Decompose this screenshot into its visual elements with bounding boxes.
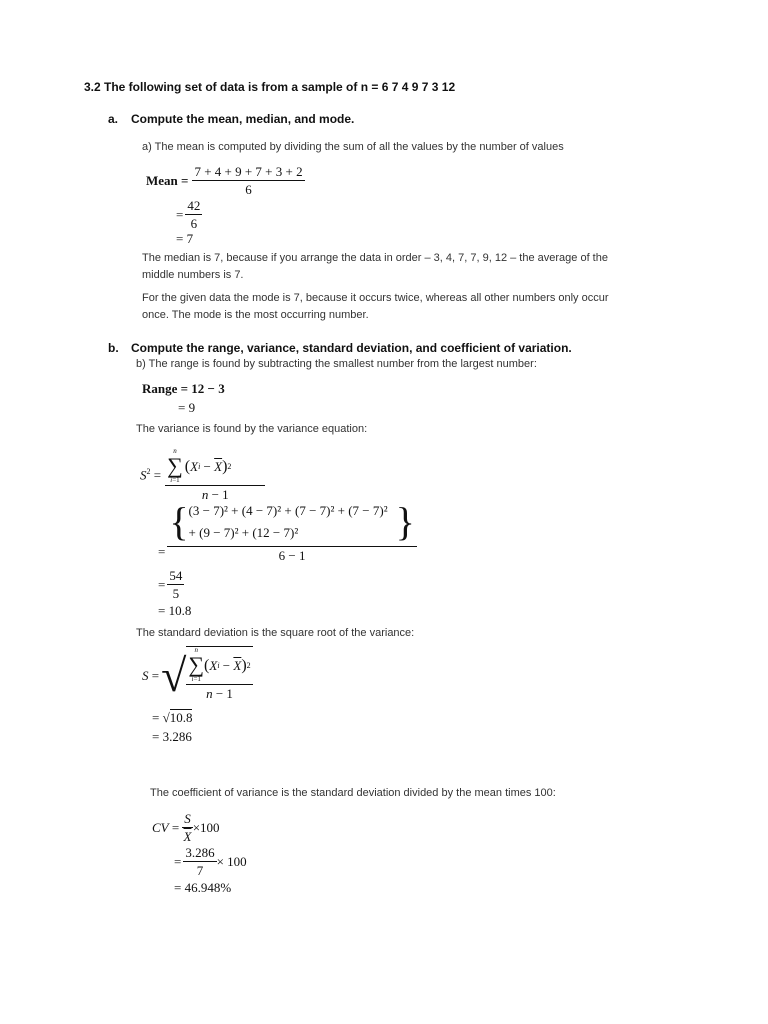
- mean-step-2-num: 42: [187, 198, 201, 213]
- variance-expanded: = { (3 − 7)² + (4 − 7)² + (7 − 7)² + (7 − 7)² + (9 − 7)² + (12 − 7)² } 6 − 1: [158, 499, 415, 563]
- median-text-1: The median is 7, because if you arrange the data in order – 3, 4, 7, 7, 9, 12 – the average of the: [142, 252, 608, 264]
- cv-step: = $\frac{3.286}{7}$ × 100: [174, 845, 247, 878]
- variance-intro: The variance is found by the variance equation:: [136, 423, 368, 435]
- cv-formula: CV = $\frac{S}{X}$ ×100: [152, 811, 220, 844]
- mean-denominator: 6: [245, 182, 252, 197]
- mean-result: = 7: [176, 231, 194, 246]
- mean-step-2: = $\frac{42}{6}$: [176, 198, 201, 231]
- mean-intro: a) The mean is computed by dividing the sum of all the values by the number of values: [142, 141, 564, 153]
- mode-text-2: once. The mode is the most occurring number.: [142, 309, 369, 321]
- std-result: = 3.286: [152, 729, 192, 744]
- mean-step-2-den: 6: [190, 216, 198, 231]
- variance-result: = 10.8: [158, 603, 192, 618]
- std-sqrt-step: = √ 10.8: [152, 709, 193, 725]
- std-sqrt-value: 10.8: [169, 710, 193, 725]
- variance-row-2: + (9 − 7)² + (12 − 7)²: [188, 525, 299, 540]
- variance-step-num: 54: [169, 568, 183, 583]
- mean-fraction: [192, 164, 304, 197]
- cv-step-num: 3.286: [185, 845, 215, 860]
- problem-title: 3.2 The following set of data is from a sample of n = 6 7 4 9 7 3 12: [84, 80, 456, 94]
- std-intro: The standard deviation is the square root of the variance:: [136, 627, 415, 639]
- mean-label: Mean =: [146, 172, 189, 188]
- median-text-2: middle numbers is 7.: [142, 269, 244, 281]
- part-b-heading: Compute the range, variance, standard deviation, and coefficient of variation.: [131, 341, 572, 355]
- mean-numerator: 7 + 4 + 9 + 7 + 3 + 2: [194, 164, 303, 179]
- variance-step-den: 5: [172, 586, 180, 601]
- range-intro: b) The range is found by subtracting the smallest number from the largest number:: [136, 358, 537, 370]
- cv-times: × 100: [216, 853, 247, 869]
- mean-formula: [146, 164, 305, 197]
- variance-step: = $\frac{54}{5}$: [158, 568, 183, 601]
- variance-denominator: 6 − 1: [278, 548, 306, 563]
- cv-intro: The coefficient of variance is the standard deviation divided by the mean times 100:: [150, 787, 556, 799]
- variance-row-1: (3 − 7)² + (4 − 7)² + (7 − 7)² + (7 − 7)²: [188, 503, 388, 518]
- part-a-label: a.: [108, 112, 119, 126]
- cv-step-den: 7: [196, 863, 204, 878]
- range-result: = 9: [178, 400, 196, 415]
- variance-formula: $S^2$ = n ∑ i=1 ( X i − $\overline{X}$ ) 2 n − 1: [140, 448, 265, 502]
- cv-result: = 46.948%: [174, 880, 232, 895]
- part-b-label: b.: [108, 341, 119, 355]
- mode-text-1: For the given data the mode is 7, because it occurs twice, whereas all other numbers only occur: [142, 292, 609, 304]
- part-a-heading: Compute the mean, median, and mode.: [131, 112, 355, 126]
- std-formula: S = √ n ∑ i=1 ( X i − $\overline{X}$ ) 2 n − 1: [142, 646, 251, 701]
- range-equation: Range = 12 − 3: [142, 381, 225, 396]
